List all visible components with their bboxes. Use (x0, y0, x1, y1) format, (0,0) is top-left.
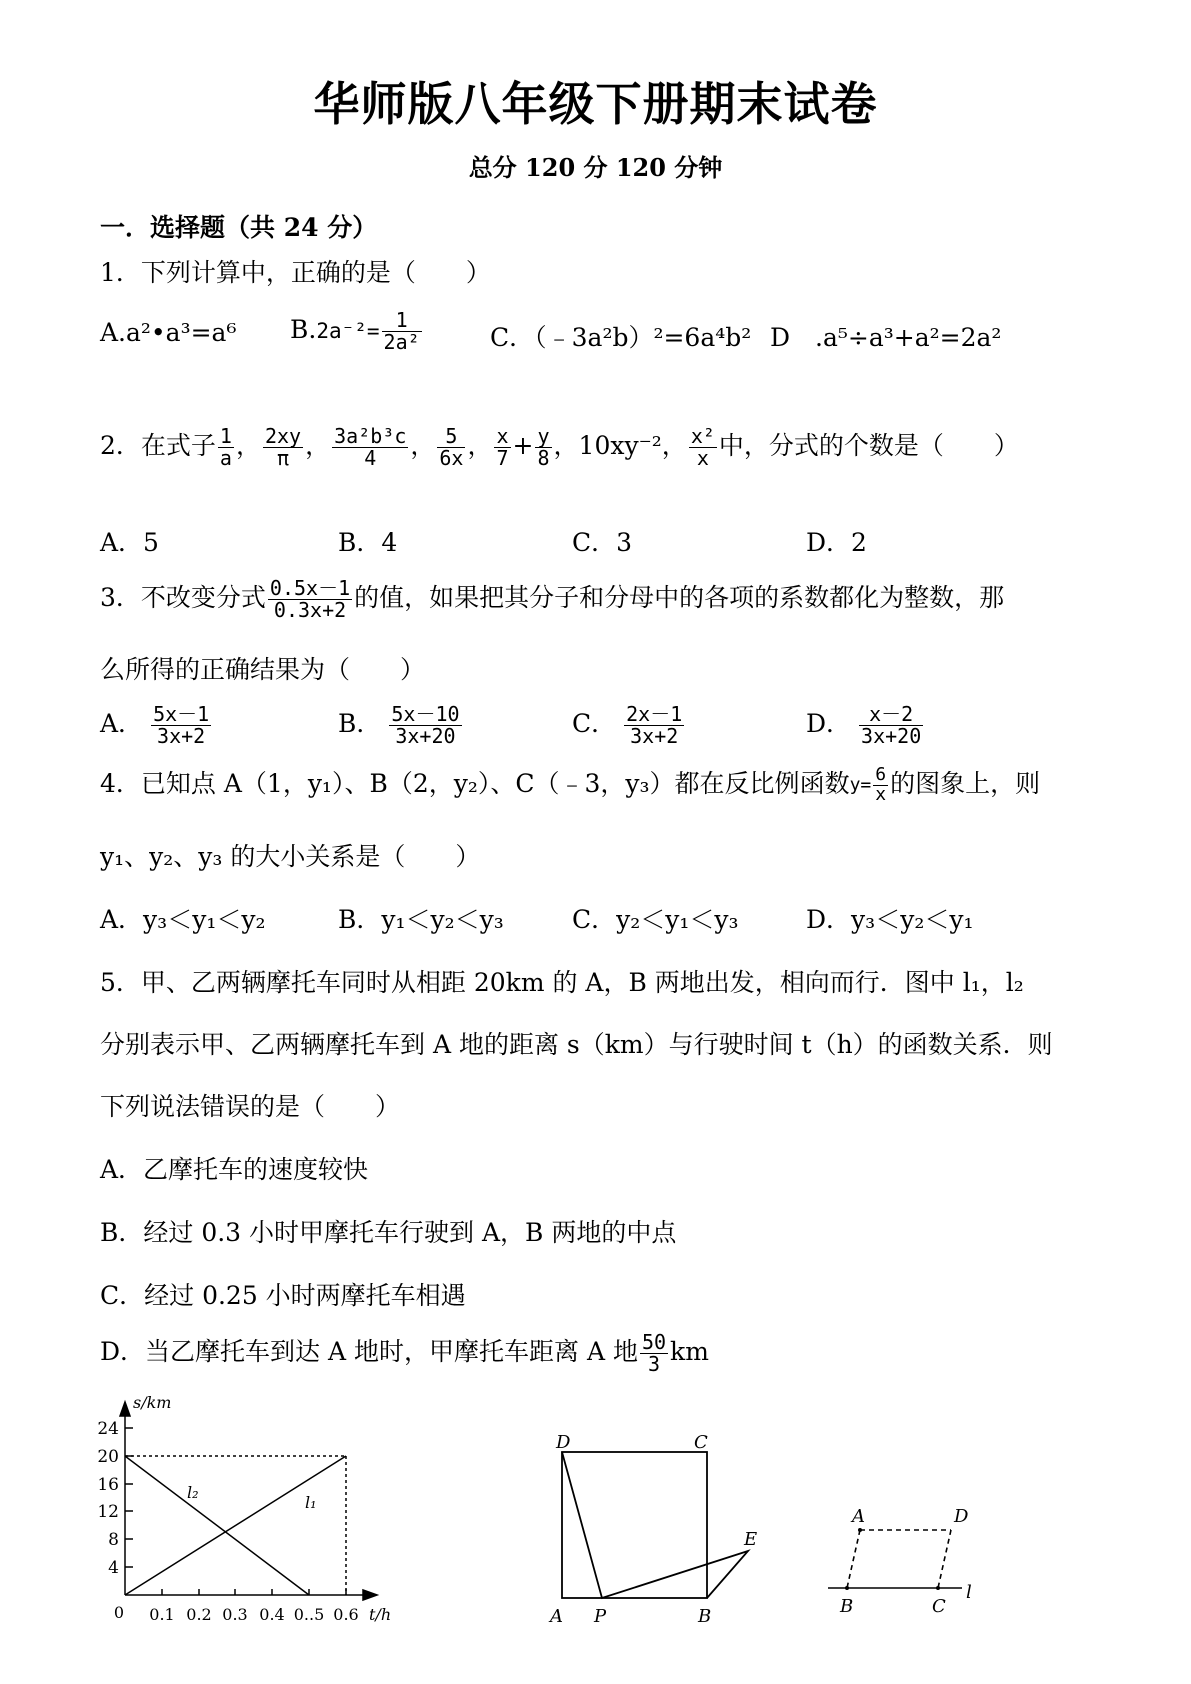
q2-term: 10xy⁻²， (578, 431, 687, 460)
frac-den: 3x+20 (395, 724, 456, 748)
q5-option-b: B．经过 0.3 小时甲摩托车行驶到 A，B 两地的中点 (100, 1218, 677, 1247)
q2-fraction-5b (535, 426, 551, 469)
frac-num: 5x－10 (391, 702, 460, 726)
y-tick-label: 12 (97, 1502, 119, 1522)
q2-prefix: 2．在式子 (100, 431, 216, 460)
segments-dpeb (562, 1452, 748, 1598)
frac-num: 2x－1 (626, 702, 683, 726)
q5-option-d-fraction (640, 1332, 668, 1375)
frac-den: a (219, 446, 232, 470)
q3-fraction (268, 578, 352, 621)
q1-option-c: C．（﹣3a²b）²=6a⁴b² (490, 323, 752, 352)
q2-option-a: A．5 (100, 528, 159, 557)
q3-option-b (338, 696, 464, 752)
line-l1-label: l₁ (305, 1493, 317, 1512)
q3-option-b-fraction (389, 704, 461, 747)
question-3-stem (100, 570, 1004, 626)
q2-fraction-6 (689, 426, 717, 469)
option-letter: C． (572, 709, 617, 738)
q2-fraction-4 (437, 426, 465, 469)
frac-den: 4 (364, 446, 377, 470)
frac-den: 2a² (383, 330, 420, 354)
q1-option-b (290, 310, 424, 353)
question-5-line-1: 5．甲、乙两辆摩托车同时从相距 20km 的 A，B 两地出发，相向而行．图中 l₁，l₂ (100, 968, 1024, 997)
figure-square-abcd (540, 1420, 780, 1635)
label-point-p: P (594, 1606, 607, 1627)
y-tick-label: 8 (108, 1530, 119, 1550)
y-tick-label: 4 (108, 1558, 119, 1578)
q3-option-a (100, 696, 213, 752)
q4-y-equals: y= (849, 774, 872, 796)
figure-parallelogram (820, 1500, 1000, 1620)
label-point-d: D (954, 1506, 969, 1527)
q3-suffix: 的值，如果把其分子和分母中的各项的系数都化为整数，那 (354, 583, 1005, 612)
frac-den: 3x+2 (157, 724, 206, 748)
x-axis-label: t/h (369, 1605, 392, 1624)
segment-dc (938, 1530, 951, 1588)
q2-suffix: 中，分式的个数是（ ） (718, 431, 1019, 460)
frac-den: 3x+20 (861, 724, 922, 748)
frac-num: 1 (382, 310, 422, 332)
q5-option-d-unit: km (670, 1337, 709, 1366)
page-subtitle: 总分 120 分 120 分钟 (468, 153, 723, 182)
frac-num: x² (690, 424, 715, 448)
q4-option-a: A．y₃＜y₁＜y₂ (100, 905, 266, 934)
x-tick-label: 0..5 (293, 1605, 325, 1624)
label-point-c: C (932, 1596, 946, 1617)
x-axis-arrow (363, 1590, 377, 1600)
point-a (858, 1528, 862, 1532)
figure-distance-time-graph (95, 1390, 425, 1640)
question-5-line-2: 分别表示甲、乙两辆摩托车到 A 地的距离 s（km）与行驶时间 t（h）的函数关系．则 (100, 1030, 1053, 1059)
question-1-stem: 1．下列计算中，正确的是（ ） (100, 258, 491, 287)
question-3-line-2: 么所得的正确结果为（ ） (100, 655, 426, 684)
frac-den: x (875, 784, 887, 805)
q2-option-c: C．3 (572, 528, 633, 557)
square-abcd (562, 1452, 707, 1598)
frac-num: 2xy (264, 424, 302, 448)
line-l2-label: l₂ (187, 1483, 199, 1502)
q4-fraction (873, 766, 888, 805)
frac-den: π (277, 446, 290, 470)
q1-option-b-lhs: 2a⁻²= (316, 319, 380, 343)
label-point-c: C (694, 1432, 708, 1453)
q3-option-a-fraction (151, 704, 211, 747)
frac-den: 6x (439, 446, 464, 470)
question-4-line-2: y₁、y₂、y₃ 的大小关系是（ ） (100, 842, 481, 871)
q3-prefix: 3．不改变分式 (100, 583, 266, 612)
q2-fraction-5a (494, 426, 510, 469)
q2-fraction-2 (263, 426, 303, 469)
question-5-line-3: 下列说法错误的是（ ） (100, 1092, 401, 1121)
q3-option-d-fraction (859, 704, 923, 747)
frac-num: x－2 (859, 704, 923, 726)
q3-option-c-fraction (624, 704, 684, 747)
y-tick-label: 24 (97, 1419, 119, 1439)
q4-option-d: D．y₃＜y₂＜y₁ (806, 905, 974, 934)
q3-option-d (806, 696, 925, 752)
label-line-l: l (966, 1582, 972, 1603)
label-point-a: A (852, 1506, 865, 1527)
q1-option-a: A.a²•a³=a⁶ (100, 318, 237, 347)
label-point-d: D (556, 1432, 571, 1453)
frac-num: x (496, 424, 509, 448)
q5-option-d-text: D．当乙摩托车到达 A 地时，甲摩托车距离 A 地 (100, 1337, 638, 1366)
question-2-stem: 2．在式子 $\frac{1}{a}$ ， $\frac{2xy}{\pi}$ ， $\frac{\text{3a²b³c}}{4}$ ， $\frac{5}{6x}$ ， $\frac{x}{7}$ + $\frac{y}{8}$ ，10xy⁻²， $\frac{\text{x²}}{x}$ 中，分式的个数是（ ） (100, 424, 1019, 470)
q4-suffix: 的图象上，则 (890, 769, 1041, 798)
line-l1 (125, 1456, 346, 1595)
label-point-a: A (550, 1606, 563, 1627)
q5-option-a: A．乙摩托车的速度较快 (100, 1155, 369, 1184)
q2-option-d: D．2 (806, 528, 867, 557)
q2-option-b: B．4 (338, 528, 398, 557)
option-letter: D． (806, 709, 852, 738)
y-axis-label: s/km (133, 1393, 172, 1412)
frac-num: y (537, 424, 550, 448)
frac-den: 0.3x+2 (273, 598, 347, 622)
x-tick-label: 0 (113, 1603, 125, 1622)
label-point-b: B (840, 1596, 854, 1617)
x-tick-label: 0.3 (222, 1605, 248, 1624)
frac-num: 0.5x－1 (269, 576, 351, 600)
q5-option-c: C．经过 0.25 小时两摩托车相遇 (100, 1281, 466, 1310)
point-b (845, 1586, 849, 1590)
x-tick-label: 0.1 (149, 1605, 175, 1624)
frac-num: 50 (641, 1330, 667, 1354)
y-axis-arrow (120, 1402, 130, 1416)
y-tick-label: 16 (97, 1475, 119, 1495)
frac-num: 5x－1 (153, 702, 210, 726)
point-c (936, 1586, 940, 1590)
q4-prefix: 4．已知点 A（1，y₁）、B（2，y₂）、C（﹣3，y₃）都在反比例函数 (100, 769, 850, 798)
q1-option-b-fraction (382, 310, 422, 353)
q5-option-d (100, 1324, 709, 1380)
q1-option-b-prefix: B. (290, 315, 317, 344)
label-point-e: E (744, 1529, 758, 1550)
option-letter: A． (100, 709, 144, 738)
x-tick-label: 0.2 (186, 1605, 212, 1624)
frac-num: 6 (875, 764, 887, 786)
frac-num: 5 (437, 426, 465, 448)
frac-den: 3x+2 (630, 724, 679, 748)
frac-den: x (696, 446, 709, 470)
x-tick-label: 0.4 (259, 1605, 285, 1624)
line-l2 (125, 1456, 309, 1595)
q2-fraction-3 (332, 426, 408, 469)
q3-option-c (572, 696, 686, 752)
q4-option-c: C．y₂＜y₁＜y₃ (572, 905, 739, 934)
frac-den: 7 (496, 446, 509, 470)
section-title: 一．选择题（共 24 分） (100, 213, 378, 242)
option-letter: B． (338, 709, 382, 738)
frac-num: 3a²b³c (334, 424, 407, 448)
q2-fraction-1 (218, 426, 234, 469)
y-tick-label: 20 (97, 1447, 119, 1467)
frac-num: 1 (219, 424, 232, 448)
frac-den: 3 (647, 1352, 661, 1376)
page-title: 华师版八年级下册期末试卷 (313, 77, 878, 131)
x-tick-label: 0.6 (333, 1605, 359, 1624)
segment-ab (847, 1530, 860, 1588)
label-point-b: B (698, 1606, 712, 1627)
q4-option-b: B．y₁＜y₂＜y₃ (338, 905, 504, 934)
frac-den: 8 (537, 446, 550, 470)
q1-option-d: D .a⁵÷a³+a²=2a² (770, 323, 1002, 352)
question-4-stem (100, 756, 1040, 814)
